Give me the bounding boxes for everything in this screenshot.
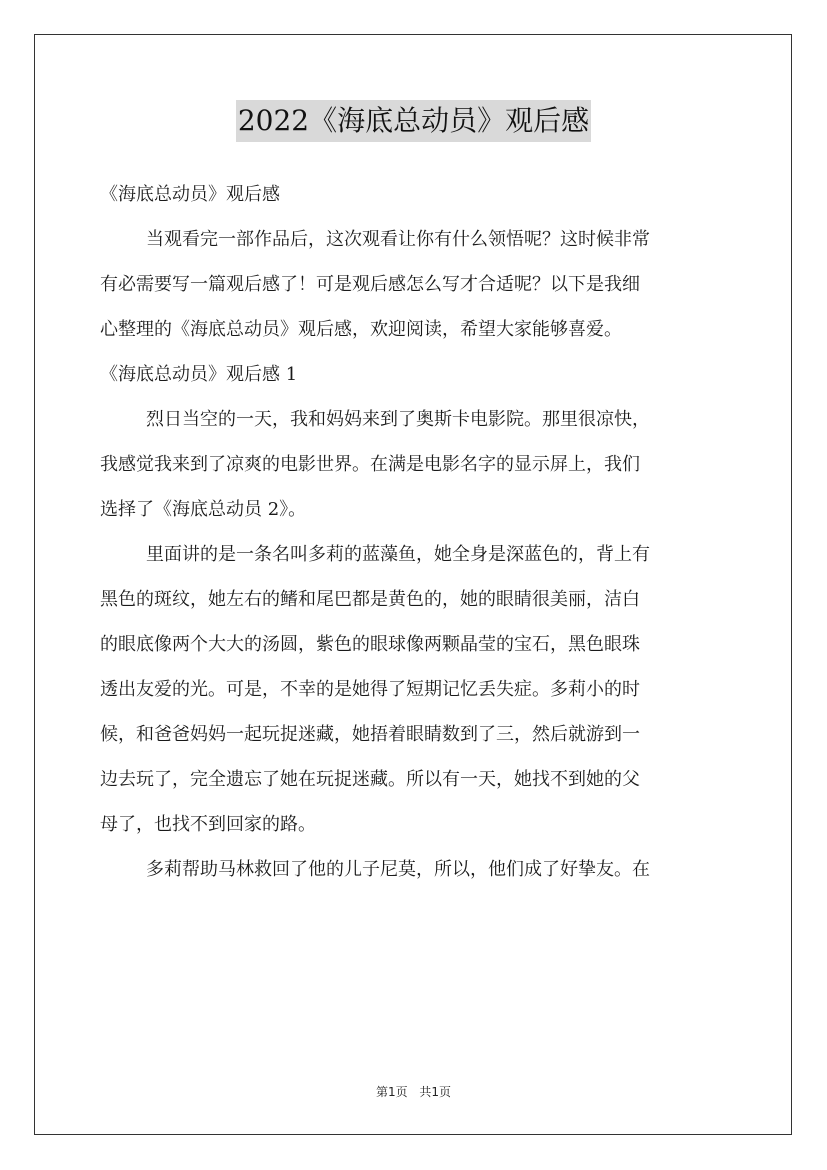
text-line: 烈日当空的一天，我和妈妈来到了奥斯卡电影院。那里很凉快， [146,409,650,430]
title-container [0,100,827,142]
page-footer [0,1083,827,1100]
text-line: 母了，也找不到回家的路。 [100,814,316,835]
text-line: 透出友爱的光。可是，不幸的是她得了短期记忆丢失症。多莉小的时 [100,679,640,700]
page-number: 第1页 [375,1085,408,1099]
text-line: 候，和爸爸妈妈一起玩捉迷藏，她捂着眼睛数到了三，然后就游到一 [100,724,640,745]
text-line: 里面讲的是一条名叫多莉的蓝藻鱼，她全身是深蓝色的，背上有 [146,544,650,565]
text-line: 黑色的斑纹，她左右的鳍和尾巴都是黄色的，她的眼睛很美丽，洁白 [100,589,640,610]
text-line: 有必需要写一篇观后感了！可是观后感怎么写才合适呢？以下是我细 [100,274,640,295]
document-body [100,172,728,892]
text-line: 我感觉我来到了凉爽的电影世界。在满是电影名字的显示屏上，我们 [100,454,640,475]
page-total: 共1页 [419,1085,452,1099]
text-line: 的眼底像两个大大的汤圆，紫色的眼球像两颗晶莹的宝石，黑色眼珠 [100,634,640,655]
text-line: 《海底总动员》观后感 [100,184,280,205]
text-line: 边去玩了，完全遗忘了她在玩捉迷藏。所以有一天，她找不到她的父 [100,769,640,790]
text-line: 当观看完一部作品后，这次观看让你有什么领悟呢？这时候非常 [146,229,650,250]
text-line: 选择了《海底总动员 2》。 [100,499,307,520]
document-title: 2022《海底总动员》观后感 [236,100,591,142]
text-line: 心整理的《海底总动员》观后感，欢迎阅读，希望大家能够喜爱。 [100,319,622,340]
text-line: 多莉帮助马林救回了他的儿子尼莫，所以，他们成了好挚友。在 [146,859,650,880]
text-line: 《海底总动员》观后感 1 [100,364,298,385]
